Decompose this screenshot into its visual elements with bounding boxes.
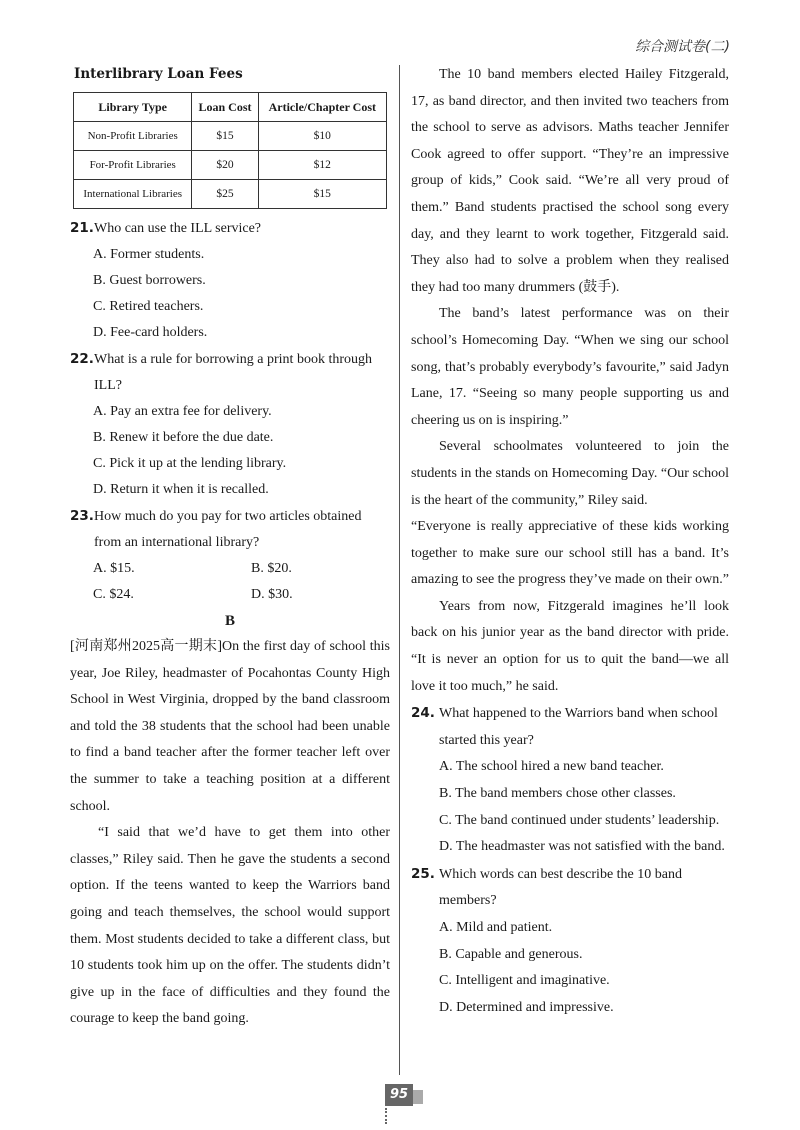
option-d[interactable]: D. $30.: [251, 587, 293, 602]
page-number: 95: [385, 1084, 413, 1106]
table-row: [74, 151, 387, 180]
option-c[interactable]: C. The band continued under students’ leadership.: [439, 812, 720, 828]
passage-paragraph: “I said that we’d have to get them into other classes,” Riley said. Then he gave the students a second option. If the teens wanted to keep the Warriors band going and teach themselves, the school would support them. Most students decided to take a different class, but 10 students took him up on the offer. The students didn’t give up in the face of difficulties and they found the courage to keep the band going.: [70, 825, 390, 1027]
option-b[interactable]: B. Renew it before the due date.: [93, 430, 274, 445]
table-cell: $15: [192, 122, 258, 151]
question-number: 24.: [411, 705, 435, 722]
table-row: [74, 122, 387, 151]
question-number: 23.: [70, 508, 94, 524]
table-cell: $12: [258, 151, 386, 180]
right-column: [411, 62, 729, 1021]
option-a[interactable]: A. The school hired a new band teacher.: [439, 759, 664, 775]
question-23: [70, 503, 390, 608]
question-stem: What happened to the Warriors band when school started this year?: [439, 706, 718, 748]
question-stem: Which words can best describe the 10 band members?: [439, 866, 682, 909]
option-d[interactable]: D. Return it when it is recalled.: [93, 482, 269, 497]
table-cell: For-Profit Libraries: [74, 151, 192, 180]
option-a[interactable]: A. $15.: [93, 561, 135, 576]
passage-paragraph: The 10 band members elected Hailey Fitzgerald, 17, as band director, and then invited two teachers from the school to serve as advisors. Maths teacher Jennifer Cook agreed to offer support. “They’re an impressive group of kids,” Cook said. “We’re all very proud of them.” Band students practised the school song every day, and they learnt to work together, Fitzgerald said. They also had to solve a problem when they realised they had too many drummers (鼓手).: [411, 67, 729, 295]
passage-paragraph: “Everyone is really appreciative of these kids working together to make sure our school still has a band. It’s amazing to see the progress they’ve made on their own.”: [411, 519, 730, 588]
table-title: Interlibrary Loan Fees: [74, 66, 243, 82]
question-21: [70, 215, 390, 346]
option-d[interactable]: D. Fee-card holders.: [93, 325, 208, 340]
passage-paragraph: Several schoolmates volunteered to join the students in the stands on Homecoming Day. “Our school is the heart of the community,” Riley said.: [411, 439, 729, 508]
option-b[interactable]: B. Guest borrowers.: [93, 273, 206, 288]
option-c[interactable]: C. Retired teachers.: [93, 299, 204, 314]
question-22: [70, 346, 390, 503]
passage-paragraph: [河南郑州2025高一期末]On the first day of school this year, Joe Riley, headmaster of Pocahontas County High School in West Virginia, dropped by the band classroom and told the 38 students that the school had been unable to find a band teacher after the former teacher left over the summer to take a teaching position at a different school.: [70, 639, 390, 814]
question-number: 22.: [70, 351, 94, 367]
question-stem: How much do you pay for two articles obtained from an international library?: [94, 509, 362, 550]
question-25: [411, 861, 729, 1022]
passage-paragraph: Years from now, Fitzgerald imagines he’ll look back on his junior year as the band director with pride. “It is never an option for us to quit the band—we all love it too much,” he said.: [411, 598, 729, 694]
question-number: 25.: [411, 865, 435, 882]
table-header-row: [74, 93, 387, 122]
option-c[interactable]: C. Pick it up at the lending library.: [93, 456, 287, 471]
page-header-title: 综合测试卷(二): [635, 39, 730, 55]
option-d[interactable]: D. Determined and impressive.: [439, 999, 614, 1015]
table-header-cell: Article/Chapter Cost: [258, 93, 386, 122]
option-a[interactable]: A. Pay an extra fee for delivery.: [93, 404, 272, 419]
question-stem: What is a rule for borrowing a print book through ILL?: [94, 352, 372, 393]
option-a[interactable]: A. Mild and patient.: [439, 920, 553, 935]
question-stem: Who can use the ILL service?: [94, 221, 262, 236]
page-number-decoration: [413, 1090, 423, 1104]
left-column: [70, 62, 390, 1033]
option-c[interactable]: C. Intelligent and imaginative.: [439, 973, 610, 989]
table-cell: Non-Profit Libraries: [74, 122, 192, 151]
table-cell: $20: [192, 151, 258, 180]
page-dots-decoration: [385, 1108, 390, 1124]
option-d[interactable]: D. The headmaster was not satisfied with the band.: [439, 839, 725, 855]
option-b[interactable]: B. The band members chose other classes.: [439, 786, 676, 802]
table-cell: $25: [192, 180, 258, 209]
section-b-label: B: [224, 613, 235, 629]
option-a[interactable]: A. Former students.: [93, 247, 205, 262]
question-24: [411, 700, 729, 861]
table-header-cell: Loan Cost: [192, 93, 258, 122]
fees-table: [73, 92, 387, 209]
table-row: [74, 180, 387, 209]
table-cell: $15: [258, 180, 386, 209]
options-grid: [70, 556, 390, 608]
table-cell: $10: [258, 122, 386, 151]
table-cell: International Libraries: [74, 180, 192, 209]
option-b[interactable]: B. $20.: [251, 561, 292, 576]
table-header-cell: Library Type: [74, 93, 192, 122]
question-number: 21.: [70, 220, 94, 236]
passage-paragraph: The band’s latest performance was on their school’s Homecoming Day. “When we sing our school song, that’s probably everybody’s favourite,” said Jadyn Lane, 17. “Seeing so many people supporting us and cheering us on is inspiring.”: [411, 306, 729, 428]
option-c[interactable]: C. $24.: [93, 587, 134, 602]
option-b[interactable]: B. Capable and generous.: [439, 946, 583, 962]
